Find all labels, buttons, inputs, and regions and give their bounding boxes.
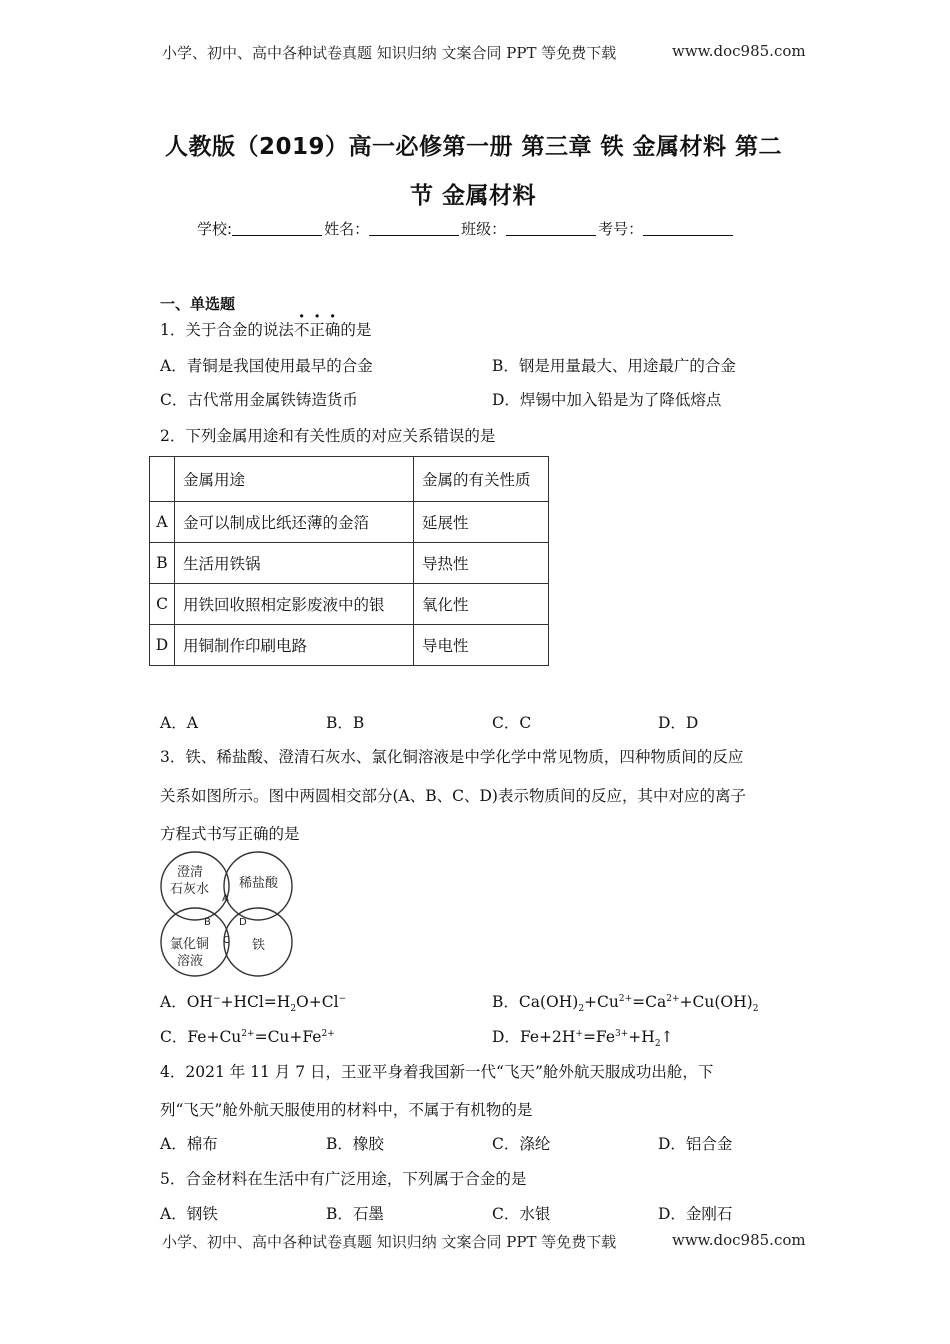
- table-row: [150, 625, 549, 666]
- q1-option-b[interactable]: B．钢是用量最大、用途最广的合金: [492, 357, 736, 375]
- table-row: [150, 584, 549, 625]
- superscript: 2+: [618, 993, 633, 1004]
- subscript: 2: [290, 1004, 297, 1015]
- q4-option-c[interactable]: C．涤纶: [492, 1135, 551, 1153]
- footer-banner: [162, 1231, 806, 1252]
- up-arrow-icon: ↑: [660, 1028, 674, 1046]
- label-cucl2-1: 氯化铜: [170, 937, 210, 952]
- label-C: C: [223, 935, 230, 946]
- q5-option-d[interactable]: D．金刚石: [658, 1205, 733, 1223]
- superscript: 2+: [321, 1028, 335, 1039]
- superscript: −: [212, 993, 221, 1004]
- formula-part: =Fe: [582, 1028, 616, 1046]
- school-label: 学校:: [197, 220, 233, 238]
- header-banner: [162, 42, 806, 63]
- question-3-stem-line3: 方程式书写正确的是: [160, 825, 300, 843]
- footer-banner-url[interactable]: www.doc985.com: [672, 1231, 806, 1249]
- label-limewater-2: 石灰水: [170, 882, 210, 897]
- formula-part: =Ca: [632, 993, 667, 1011]
- table-cell: 氧化性: [414, 584, 549, 625]
- table-cell: 用铁回收照相定影废液中的银: [175, 584, 414, 625]
- table-cell: C: [150, 584, 175, 625]
- superscript: +: [575, 1028, 583, 1039]
- table-cell: 用铜制作印刷电路: [175, 625, 414, 666]
- label-iron: 铁: [252, 938, 266, 953]
- venn-diagram: [157, 851, 297, 977]
- option-prefix: B．: [492, 993, 519, 1011]
- q4-option-d[interactable]: D．铝合金: [658, 1135, 733, 1153]
- name-blank[interactable]: [369, 221, 459, 236]
- q2-option-d[interactable]: D．D: [658, 714, 699, 732]
- footer-banner-text: 小学、初中、高中各种试卷真题 知识归纳 文案合同 PPT 等免费下载: [162, 1233, 617, 1251]
- q1-option-a[interactable]: A．青铜是我国使用最早的合金: [160, 357, 373, 375]
- q4-option-b[interactable]: B．橡胶: [326, 1135, 384, 1153]
- exam-no-label: 考号：: [598, 220, 644, 238]
- q3-option-b[interactable]: [492, 990, 759, 1015]
- table-header-cell: [150, 457, 175, 502]
- q1-stem-pre: 1．关于合金的说法: [160, 321, 294, 339]
- question-3-stem-line2: 关系如图所示。图中两圆相交部分(A、B、C、D)表示物质间的反应，其中对应的离子: [160, 787, 746, 805]
- question-5-stem: 5．合金材料在生活中有广泛用途，下列属于合金的是: [160, 1170, 527, 1188]
- q5-option-a[interactable]: A．钢铁: [160, 1205, 218, 1223]
- formula-part: Fe+2H: [519, 1028, 576, 1046]
- question-3-stem-line1: 3．铁、稀盐酸、澄清石灰水、氯化铜溶液是中学化学中常见物质，四种物质间的反应: [160, 748, 744, 766]
- q1-option-c[interactable]: C．古代常用金属铁铸造货币: [160, 391, 358, 409]
- header-banner-text: 小学、初中、高中各种试卷真题 知识归纳 文案合同 PPT 等免费下载: [162, 44, 617, 62]
- question-4-stem-line2: 列“飞天”舱外航天服使用的材料中，不属于有机物的是: [160, 1101, 533, 1119]
- q2-option-b[interactable]: B．B: [326, 714, 365, 732]
- q5-option-c[interactable]: C．水银: [492, 1205, 551, 1223]
- label-cucl2-2: 溶液: [177, 954, 204, 969]
- superscript: 2+: [241, 1028, 255, 1039]
- class-label: 班级：: [461, 220, 507, 238]
- class-blank[interactable]: [506, 221, 596, 236]
- option-prefix: D．: [492, 1028, 520, 1046]
- student-info-fields: [197, 218, 735, 239]
- q1-option-d[interactable]: D．焊锡中加入铅是为了降低熔点: [492, 391, 722, 409]
- table-cell: 生活用铁锅: [175, 543, 414, 584]
- subscript: 2: [578, 1004, 585, 1015]
- label-D: D: [239, 917, 247, 928]
- table-cell: D: [150, 625, 175, 666]
- question-1-stem: [160, 318, 371, 340]
- table-cell: 导电性: [414, 625, 549, 666]
- subscript: 2: [752, 1004, 759, 1015]
- question-2-stem: 2．下列金属用途和有关性质的对应关系错误的是: [160, 427, 496, 445]
- label-A: A: [222, 893, 229, 904]
- school-blank[interactable]: [232, 221, 322, 236]
- name-label: 姓名：: [324, 220, 370, 238]
- q1-emphasis-char: 确: [324, 321, 341, 339]
- option-prefix: A．: [160, 993, 187, 1011]
- q4-option-a[interactable]: A．棉布: [160, 1135, 218, 1153]
- q2-table: [149, 456, 549, 666]
- formula-part: Ca(OH): [518, 993, 579, 1011]
- header-banner-url[interactable]: www.doc985.com: [672, 42, 806, 60]
- q5-option-b[interactable]: B．石墨: [326, 1205, 384, 1223]
- table-cell: B: [150, 543, 175, 584]
- table-row: [150, 543, 549, 584]
- table-header-cell: 金属用途: [175, 457, 414, 502]
- page-title-line2: 节 金属材料: [410, 183, 537, 209]
- table-row: [150, 502, 549, 543]
- label-limewater-1: 澄清: [177, 865, 204, 880]
- formula-part: +Cu: [584, 993, 619, 1011]
- formula-part: OH: [186, 993, 213, 1011]
- table-cell: A: [150, 502, 175, 543]
- superscript: −: [338, 993, 347, 1004]
- formula-part: +H: [628, 1028, 655, 1046]
- option-prefix: C．: [160, 1028, 188, 1046]
- table-header-cell: 金属的有关性质: [414, 457, 549, 502]
- formula-part: +Cu(OH): [679, 993, 753, 1011]
- formula-part: O+Cl: [296, 993, 339, 1011]
- q2-option-a[interactable]: A．A: [160, 714, 198, 732]
- label-B: B: [204, 917, 211, 928]
- q1-emphasis-char: 正: [309, 321, 325, 339]
- q3-option-c[interactable]: [160, 1025, 335, 1047]
- subscript: 2: [654, 1039, 661, 1050]
- formula-part: +HCl=H: [220, 993, 291, 1011]
- label-hcl: 稀盐酸: [239, 876, 279, 891]
- q1-stem-post: 的是: [340, 321, 372, 339]
- section-heading: 一、单选题: [160, 295, 236, 313]
- exam-no-blank[interactable]: [643, 221, 733, 236]
- table-header-row: [150, 457, 549, 502]
- table-cell: 导热性: [414, 543, 549, 584]
- question-4-stem-line1: 4．2021 年 11 月 7 日，王亚平身着我国新一代“飞天”舱外航天服成功出舱，下: [160, 1063, 714, 1081]
- formula-part: Fe+Cu: [187, 1028, 242, 1046]
- q3-option-d[interactable]: [492, 1025, 674, 1050]
- table-cell: 延展性: [414, 502, 549, 543]
- superscript: 2+: [666, 993, 680, 1004]
- q1-emphasis-char: 不: [293, 321, 310, 339]
- superscript: 3+: [615, 1028, 629, 1039]
- formula-part: =Cu+Fe: [254, 1028, 322, 1046]
- table-cell: 金可以制成比纸还薄的金箔: [175, 502, 414, 543]
- q3-option-a[interactable]: [160, 990, 347, 1015]
- page-title-line1: 人教版（2019）高一必修第一册 第三章 铁 金属材料 第二: [165, 134, 783, 160]
- q2-option-c[interactable]: C．C: [492, 714, 532, 732]
